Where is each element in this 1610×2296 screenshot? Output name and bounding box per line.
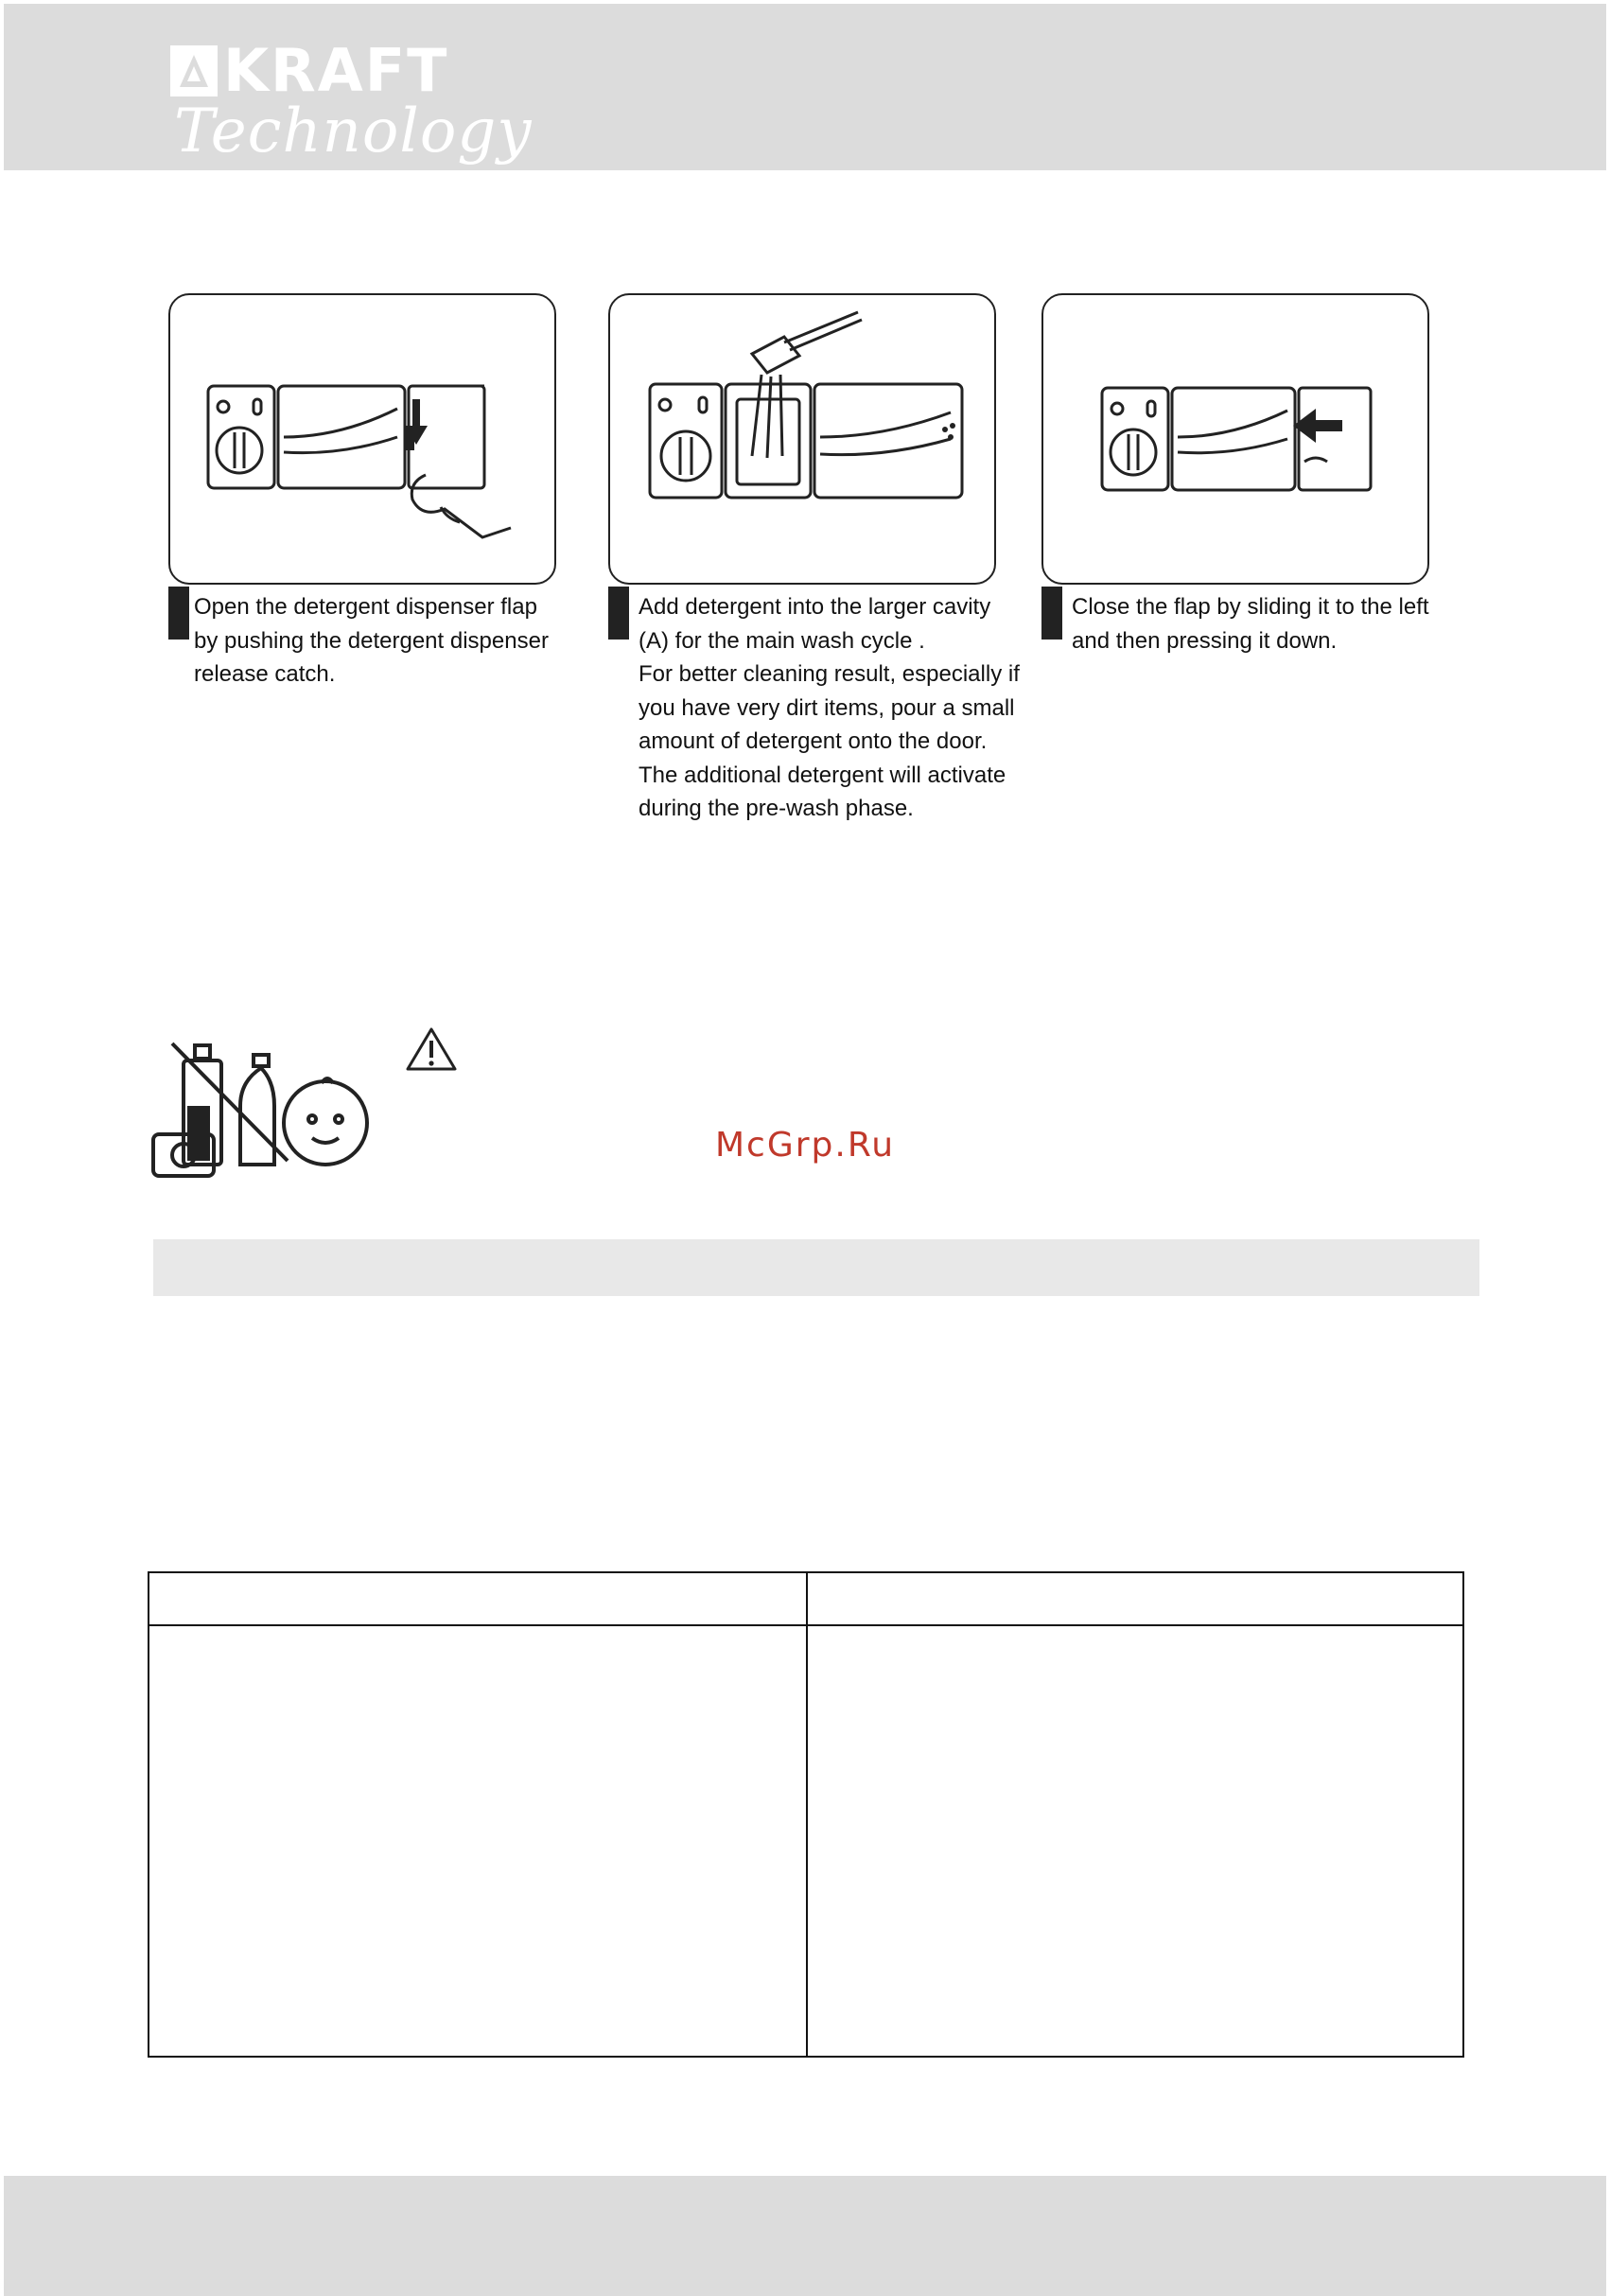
step-1-line: release catch. bbox=[194, 661, 336, 687]
brand-subtitle: Technology bbox=[174, 96, 533, 167]
brand-name: KRAFT bbox=[223, 36, 449, 105]
step-1-text bbox=[194, 590, 572, 692]
dispenser-open-flap-illustration bbox=[170, 295, 558, 587]
step-2-line: you have very dirt items, pour a small bbox=[639, 694, 1015, 721]
step-2-line: The additional detergent will activate bbox=[639, 762, 1006, 788]
step-3-line: Close the flap by sliding it to the left bbox=[1072, 594, 1429, 620]
step-2-line: during the pre-wash phase. bbox=[639, 796, 914, 821]
step-2-text bbox=[639, 590, 1055, 826]
brand-logo bbox=[170, 36, 549, 174]
step-2-illustration-card bbox=[608, 293, 996, 585]
step-2-line: For better cleaning result, especially if bbox=[639, 661, 1020, 687]
step-3-line: and then pressing it down. bbox=[1072, 627, 1338, 654]
section-heading-band bbox=[153, 1239, 1479, 1296]
step-2-line: amount of detergent onto the door. bbox=[639, 728, 988, 754]
step-3-illustration-card bbox=[1041, 293, 1429, 585]
footer-band bbox=[4, 2176, 1606, 2296]
table-column-divider bbox=[806, 1573, 808, 2056]
info-table bbox=[148, 1571, 1464, 2058]
step-2-line: (A) for the main wash cycle . bbox=[639, 627, 925, 654]
step-2-line: Add detergent into the larger cavity bbox=[639, 594, 991, 620]
step-1-illustration-card bbox=[168, 293, 556, 585]
step-1-line: by pushing the detergent dispenser bbox=[194, 627, 549, 654]
watermark: McGrp.Ru bbox=[715, 1126, 896, 1165]
step-3-marker bbox=[1041, 587, 1062, 640]
step-1-marker bbox=[168, 587, 189, 640]
warning-triangle-icon bbox=[405, 1025, 458, 1073]
dispenser-close-flap-illustration bbox=[1043, 295, 1431, 587]
step-3-text bbox=[1072, 590, 1488, 657]
step-1-line: Open the detergent dispenser flap bbox=[194, 594, 537, 620]
keep-detergent-away-from-children-icon bbox=[149, 1036, 376, 1178]
dispenser-add-detergent-illustration bbox=[610, 295, 998, 587]
step-2-marker bbox=[608, 587, 629, 640]
